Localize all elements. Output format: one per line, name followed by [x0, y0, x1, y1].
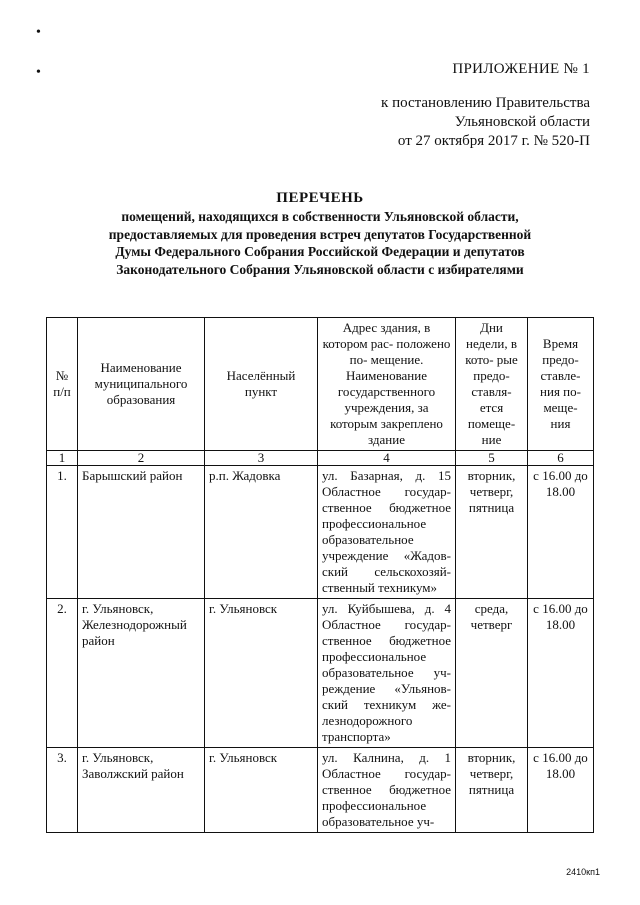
document-code: 2410кп1: [566, 867, 600, 877]
column-header: Время предо- ставле- ния по- меще- ния: [528, 318, 594, 451]
time-cell: с 16.00 до 18.00: [528, 748, 594, 833]
heading-title: ПЕРЕЧЕНЬ: [276, 190, 364, 206]
scan-mark: •: [36, 65, 41, 80]
address-cell: ул. Куйбышева, д. 4 Областное государ- ственное бюджетное профессиональное образовательное уч- реждение «Ульянов- ский техникум же- лезнодорожного транспорта»: [318, 599, 456, 748]
address-cell: ул. Базарная, д. 15 Областное государ- ственное бюджетное профессиональное образовательное учреждение «Жадов- ский сельскохозяй- ственный техникум»: [318, 466, 456, 599]
row-number: 2.: [47, 599, 78, 748]
row-number: 3.: [47, 748, 78, 833]
municipality-cell: г. Ульяновск, Заволжский район: [78, 748, 205, 833]
column-number: 5: [456, 451, 528, 466]
settlement-cell: г. Ульяновск: [205, 748, 318, 833]
row-number: 1.: [47, 466, 78, 599]
time-cell: с 16.00 до 18.00: [528, 599, 594, 748]
days-cell: вторник, четверг, пятница: [456, 466, 528, 599]
heading-line: Думы Федерального Собрания Российской Федерации и депутатов: [115, 244, 525, 259]
appendix-line: от 27 октября 2017 г. № 520-П: [397, 133, 590, 149]
heading-line: Законодательного Собрания Ульяновской области с избирателями: [116, 261, 524, 277]
appendix-reference: [300, 94, 590, 151]
document-heading: [60, 188, 580, 278]
column-number: 4: [318, 451, 456, 466]
column-number: 3: [205, 451, 318, 466]
column-number-row: [47, 451, 594, 466]
premises-table: [46, 317, 594, 833]
scan-mark: •: [36, 25, 41, 40]
heading-line: предоставляемых для проведения встреч депутатов Государственной: [108, 226, 532, 242]
settlement-cell: р.п. Жадовка: [205, 466, 318, 599]
municipality-cell: г. Ульяновск, Железнодорожный район: [78, 599, 205, 748]
appendix-title: ПРИЛОЖЕНИЕ № 1: [452, 61, 590, 77]
heading-line: помещений, находящихся в собственности Ульяновской области,: [121, 209, 519, 224]
table-header-row: [47, 318, 594, 451]
table-row: [47, 466, 594, 599]
column-header: № п/п: [47, 318, 78, 451]
settlement-cell: г. Ульяновск: [205, 599, 318, 748]
address-cell: ул. Калнина, д. 1 Областное государ- ственное бюджетное профессиональное образовательное уч-: [318, 748, 456, 833]
column-header: Населённый пункт: [205, 318, 318, 451]
column-header: Наименование муниципального образования: [78, 318, 205, 451]
column-number: 6: [528, 451, 594, 466]
column-header: Адрес здания, в котором рас- положено по- мещение. Наименование государственного учреждения, за которым закреплено здание: [318, 318, 456, 451]
appendix-line: Ульяновской области: [454, 114, 590, 130]
column-number: 2: [78, 451, 205, 466]
time-cell: с 16.00 до 18.00: [528, 466, 594, 599]
column-header: Дни недели, в кото- рые предо- ставля- ется помеще- ние: [456, 318, 528, 451]
days-cell: вторник, четверг, пятница: [456, 748, 528, 833]
table-row: [47, 748, 594, 833]
table-row: [47, 599, 594, 748]
days-cell: среда, четверг: [456, 599, 528, 748]
municipality-cell: Барышский район: [78, 466, 205, 599]
column-number: 1: [47, 451, 78, 466]
appendix-line: к постановлению Правительства: [381, 95, 590, 111]
